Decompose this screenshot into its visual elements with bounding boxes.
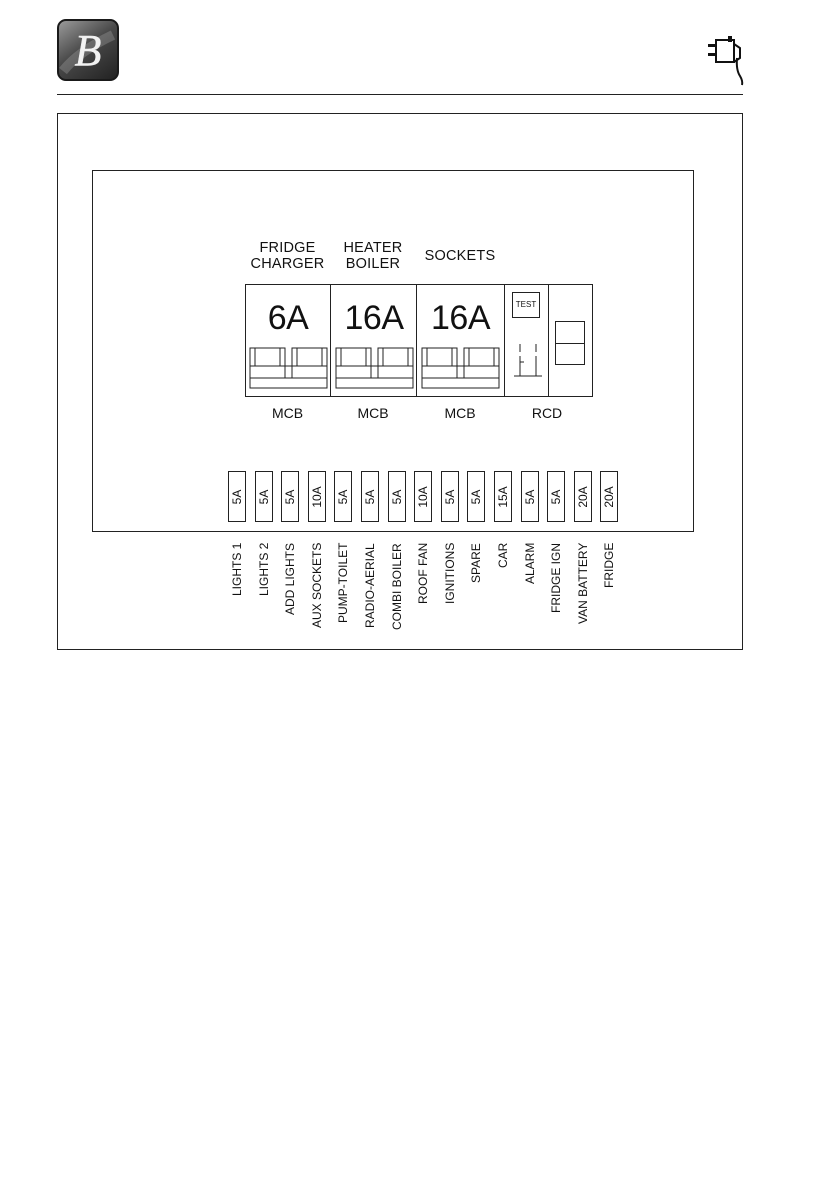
fuse-rating: 10A xyxy=(310,485,324,508)
fuse[interactable] xyxy=(281,471,299,522)
fuse-label: AUX SOCKETS xyxy=(310,542,324,628)
fuse-rating: 5A xyxy=(283,489,297,504)
breaker-type-mcb-3: MCB xyxy=(444,405,476,421)
mcb-toggle-heater-boiler[interactable] xyxy=(334,347,414,391)
breaker-label-fridge-charger: FRIDGE CHARGER xyxy=(250,240,325,272)
fuse-label: PUMP-TOILET xyxy=(336,542,350,623)
fuse-label: RADIO-AERIAL xyxy=(363,543,377,628)
header-divider xyxy=(57,94,743,95)
fuse[interactable] xyxy=(308,471,326,522)
fuse-label: FRIDGE xyxy=(602,542,616,588)
mcb-rating-heater-boiler: 16A xyxy=(344,299,404,337)
fuse[interactable] xyxy=(388,471,406,522)
fuse-rating: 15A xyxy=(496,485,510,508)
fuse[interactable] xyxy=(255,471,273,522)
mcb-toggle-sockets[interactable] xyxy=(420,347,500,391)
fuse[interactable] xyxy=(521,471,539,522)
fuse[interactable] xyxy=(494,471,512,522)
rcd-test-button[interactable]: TEST xyxy=(512,292,540,318)
fuse[interactable] xyxy=(467,471,485,522)
fuse-rating: 5A xyxy=(230,489,244,504)
fuse-rating: 20A xyxy=(576,485,590,508)
brand-logo xyxy=(57,19,119,81)
mcb-toggle-fridge-charger[interactable] xyxy=(248,347,328,391)
fuse-label: COMBI BOILER xyxy=(390,543,404,630)
fuse[interactable] xyxy=(600,471,618,522)
fuse-rating: 20A xyxy=(602,485,616,508)
fuse[interactable] xyxy=(228,471,246,522)
fuse-rating: 5A xyxy=(549,489,563,504)
breaker-type-rcd: RCD xyxy=(531,405,563,421)
logo-letter: B xyxy=(74,26,102,75)
fuse-rating: 5A xyxy=(257,489,271,504)
breaker-label-heater-boiler: HEATER BOILER xyxy=(343,240,403,272)
fuse-label: CAR xyxy=(496,542,510,568)
fuse-label: SPARE xyxy=(469,543,483,583)
fuse-rating: 5A xyxy=(523,489,537,504)
mcb-rating-sockets: 16A xyxy=(431,299,490,337)
fuse-label: ADD LIGHTS xyxy=(283,542,297,615)
fuse[interactable] xyxy=(361,471,379,522)
fuse[interactable] xyxy=(441,471,459,522)
fuse[interactable] xyxy=(574,471,592,522)
fuse-rating: 5A xyxy=(336,489,350,504)
mcb-rating-fridge-charger: 6A xyxy=(267,299,309,337)
fuse[interactable] xyxy=(547,471,565,522)
rcd-switch[interactable] xyxy=(555,321,585,365)
breaker-type-mcb-2: MCB xyxy=(357,405,389,421)
plug-icon xyxy=(706,34,748,86)
rcd-contacts-icon xyxy=(514,340,544,382)
fuse-label: ROOF FAN xyxy=(416,542,430,604)
fuse-label: FRIDGE IGN xyxy=(549,542,563,613)
fuse-rating: 5A xyxy=(390,489,404,504)
fuse-rating: 5A xyxy=(363,489,377,504)
fuse-label: VAN BATTERY xyxy=(576,542,590,624)
fuse-label: LIGHTS 2 xyxy=(257,542,271,596)
breaker-type-mcb-1: MCB xyxy=(271,405,304,421)
breaker-label-sockets: SOCKETS xyxy=(424,248,496,264)
fuse-label: LIGHTS 1 xyxy=(230,542,244,596)
fuse-rating: 10A xyxy=(416,485,430,508)
fuse-rating: 5A xyxy=(469,489,483,504)
fuse[interactable] xyxy=(334,471,352,522)
fuse-rating: 5A xyxy=(443,489,457,504)
fuse[interactable] xyxy=(414,471,432,522)
fuse-label: IGNITIONS xyxy=(443,542,457,604)
fuse-label: ALARM xyxy=(523,542,537,584)
breaker-row xyxy=(245,284,593,397)
